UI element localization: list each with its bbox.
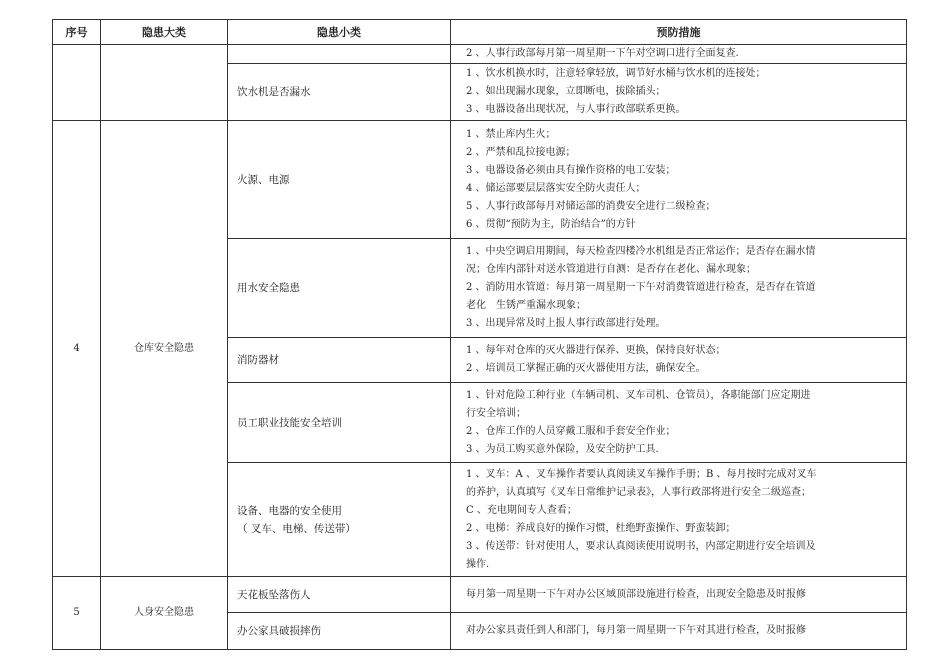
prevention-line: 2 、如出现漏水现象，立即断电，拔除插头； xyxy=(466,86,666,97)
seq-cell: 5 xyxy=(53,577,101,650)
prevention-line: 1 、针对危险工种行业（车辆司机、叉车司机、仓管员），各职能部门应定期进 xyxy=(466,389,811,401)
prevention-cell xyxy=(451,577,907,613)
category-cell: 人身安全隐患 xyxy=(101,577,228,650)
table-header-row xyxy=(53,20,907,45)
prevention-line: 2 、培训员工掌握正确的灭火器使用方法，确保安全。 xyxy=(466,363,706,374)
subcategory-cell xyxy=(228,45,451,64)
table-row xyxy=(53,45,907,64)
prevention-line: 1 、叉车：A 、叉车操作者要认真阅读叉车操作手册；B 、每月按时完成对叉车 xyxy=(466,468,817,480)
seq-cell: 4 xyxy=(53,121,101,577)
prevention-line: 2 、仓库工作的人员穿戴工服和手套安全作业； xyxy=(466,425,676,437)
prevention-line: 操作. xyxy=(466,558,490,570)
prevention-line: 老化 生锈严重漏水现象； xyxy=(466,300,586,311)
header-subcategory: 隐患小类 xyxy=(228,20,451,45)
subcategory-cell: 火源、电源 xyxy=(228,121,451,239)
hazard-table xyxy=(52,19,907,650)
prevention-line: 况；仓库内部针对送水管道进行自测：是否存在老化、漏水现象； xyxy=(466,264,756,275)
prevention-cell xyxy=(451,613,907,650)
prevention-line: 3 、电器设备出现状况，与人事行政部联系更换。 xyxy=(466,104,686,115)
prevention-line: 1 、中央空调启用期间，每天检查四楼冷水机组是否正常运作；是否存在漏水情 xyxy=(466,246,816,257)
prevention-cell xyxy=(451,45,907,64)
prevention-line: C 、充电期间专人查看； xyxy=(466,504,577,516)
subcategory-cell: 饮水机是否漏水 xyxy=(228,64,451,121)
category-cell-blank xyxy=(101,45,228,121)
prevention-line: 1 、禁止库内生火； xyxy=(466,128,556,140)
prevention-cell xyxy=(451,64,907,121)
subcategory-line: 设备、电器的安全使用 xyxy=(237,504,342,517)
subcategory-cell: 消防器材 xyxy=(228,338,451,383)
prevention-line: 3 、传送带：针对使用人，要求认真阅读使用说明书，内部定期进行安全培训及 xyxy=(466,540,816,552)
prevention-line: 3 、为员工购买意外保险，及安全防护工具. xyxy=(466,443,659,455)
prevention-line: 1 、每年对仓库的灭火器进行保养、更换，保持良好状态； xyxy=(466,345,726,356)
prevention-cell xyxy=(451,463,907,577)
subcategory-cell: 办公家具破损摔伤 xyxy=(228,613,451,650)
header-prevention: 预防措施 xyxy=(451,20,907,45)
seq-cell-blank xyxy=(53,45,101,121)
prevention-cell xyxy=(451,239,907,338)
table-row xyxy=(53,121,907,239)
subcategory-cell: 用水安全隐患 xyxy=(228,239,451,338)
prevention-line: 1 、饮水机换水时，注意轻拿轻放，调节好水桶与饮水机的连接处； xyxy=(466,68,766,79)
prevention-line: 2 、人事行政部每月第一周星期一下午对空调口进行全面复查. xyxy=(466,48,739,59)
prevention-line: 6 、贯彻“预防为主，防治结合”的方针 xyxy=(466,218,636,230)
prevention-line: 4 、储运部要层层落实安全防火责任人； xyxy=(466,182,646,194)
subcategory-cell: 员工职业技能安全培训 xyxy=(228,383,451,463)
prevention-line: 2 、电梯：养成良好的操作习惯，杜绝野蛮操作、野蛮装卸； xyxy=(466,522,736,534)
prevention-cell xyxy=(451,383,907,463)
prevention-line: 3 、出现异常及时上报人事行政部进行处理。 xyxy=(466,318,666,329)
prevention-line: 3 、电器设备必须由具有操作资格的电工安装； xyxy=(466,164,676,176)
subcategory-line: （ 叉车、电梯、传送带） xyxy=(237,522,356,535)
header-seq: 序号 xyxy=(53,20,101,45)
prevention-line: 每月第一周星期一下午对办公区域顶部设施进行检查，出现安全隐患及时报修 xyxy=(466,588,806,600)
subcategory-cell: 天花板坠落伤人 xyxy=(228,577,451,613)
header-category: 隐患大类 xyxy=(101,20,228,45)
category-cell: 仓库安全隐患 xyxy=(101,121,228,577)
prevention-line: 5 、人事行政部每月对储运部的消费安全进行二级检查； xyxy=(466,200,716,212)
prevention-line: 行安全培训； xyxy=(466,407,526,419)
prevention-line: 2 、消防用水管道：每月第一周星期一下午对消费管道进行检查，是否存在管道 xyxy=(466,282,816,293)
table-row xyxy=(53,577,907,613)
prevention-cell xyxy=(451,121,907,239)
prevention-line: 2 、严禁和乱拉接电源； xyxy=(466,146,576,158)
subcategory-cell xyxy=(228,463,451,577)
prevention-line: 对办公家具责任到人和部门，每月第一周星期一下午对其进行检查，及时报修 xyxy=(466,625,806,636)
prevention-line: 的养护，认真填写《叉车日常维护记录表》，人事行政部将进行安全二级巡查； xyxy=(466,486,811,498)
prevention-cell xyxy=(451,338,907,383)
